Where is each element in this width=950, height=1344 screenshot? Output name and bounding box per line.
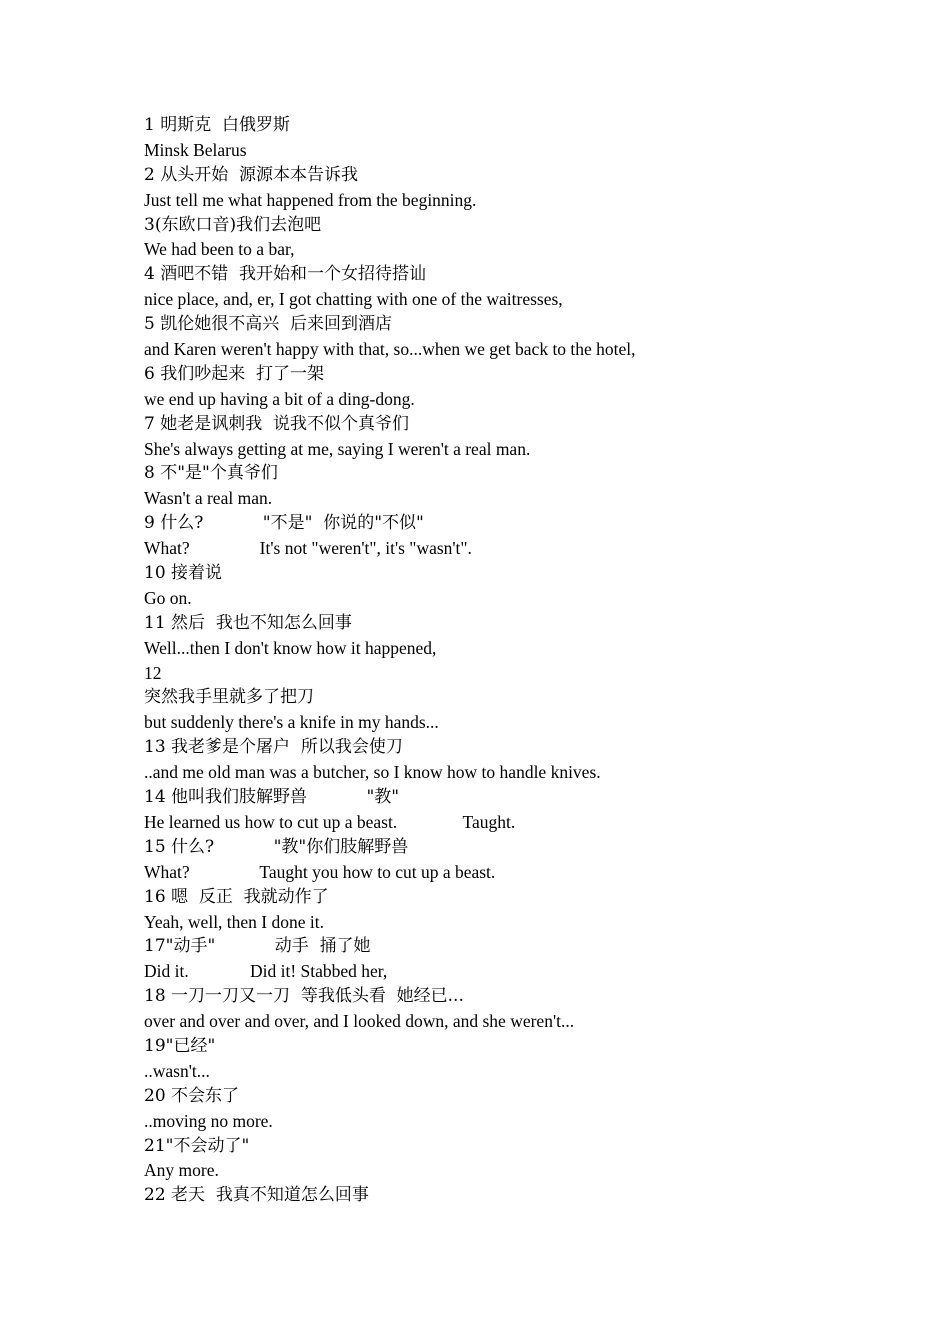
transcript-line-chinese: 1 明斯克 白俄罗斯 <box>144 115 291 135</box>
transcript-line-chinese: 14 他叫我们肢解野兽 "教" <box>144 787 400 808</box>
transcript-line-english: What? It's not "weren't", it's "wasn't". <box>144 538 472 559</box>
transcript-line-chinese: 11 然后 我也不知怎么回事 <box>144 612 352 633</box>
transcript-line-english: and Karen weren't happy with that, so...when we get back to the hotel, <box>144 339 636 360</box>
transcript-line-english: ..wasn't... <box>144 1060 210 1081</box>
transcript-line-english: but suddenly there's a knife in my hands... <box>144 712 439 733</box>
transcript-line-chinese: 18 一刀一刀又一刀 等我低头看 她经已... <box>144 986 464 1007</box>
transcript-line-english: 12 <box>144 662 162 683</box>
transcript-line-chinese: 16 嗯 反正 我就动作了 <box>144 886 329 907</box>
transcript-line-english: She's always getting at me, saying I weren't a real man. <box>144 438 531 459</box>
transcript-line-english: He learned us how to cut up a beast. Taught. <box>144 811 516 832</box>
subtitle-transcript <box>144 113 904 1208</box>
transcript-line-english: Go on. <box>144 587 192 608</box>
transcript-line-english: What? Taught you how to cut up a beast. <box>144 861 496 882</box>
transcript-line-chinese: 突然我手里就多了把刀 <box>144 687 314 708</box>
transcript-line-chinese: 5 凯伦她很不高兴 后来回到酒店 <box>144 314 393 335</box>
transcript-line-english: Wasn't a real man. <box>144 488 273 509</box>
transcript-line-english: ..moving no more. <box>144 1110 273 1131</box>
transcript-line-english: We had been to a bar, <box>144 239 295 260</box>
transcript-line-chinese: 7 她老是讽刺我 说我不似个真爷们 <box>144 413 410 434</box>
transcript-line-chinese: 17"动手" 动手 捅了她 <box>144 936 371 957</box>
transcript-line-chinese: 8 不"是"个真爷们 <box>144 463 278 484</box>
transcript-line-english: nice place, and, er, I got chatting with one of the waitresses, <box>144 289 563 310</box>
transcript-line-chinese: 20 不会东了 <box>144 1085 240 1106</box>
transcript-line-chinese: 3(东欧口音)我们去泡吧 <box>144 214 322 235</box>
transcript-line-chinese: 15 什么? "教"你们肢解野兽 <box>144 836 409 857</box>
transcript-line-english: Did it. Did it! Stabbed her, <box>144 961 388 982</box>
transcript-line-chinese: 13 我老爹是个屠户 所以我会使刀 <box>144 737 403 758</box>
transcript-line-chinese: 22 老天 我真不知道怎么回事 <box>144 1185 369 1206</box>
transcript-line-chinese: 4 酒吧不错 我开始和一个女招待搭讪 <box>144 264 427 285</box>
transcript-line-english: we end up having a bit of a ding-dong. <box>144 388 415 409</box>
transcript-line-english: Just tell me what happened from the beginning. <box>144 189 477 210</box>
transcript-line-chinese: 21"不会动了" <box>144 1135 250 1156</box>
transcript-line-chinese: 2 从头开始 源源本本告诉我 <box>144 164 359 185</box>
transcript-line-english: Minsk Belarus <box>144 139 247 160</box>
transcript-line-chinese: 19"已经" <box>144 1035 216 1056</box>
transcript-line-chinese: 9 什么? "不是" 你说的"不似" <box>144 513 424 534</box>
transcript-line-chinese: 10 接着说 <box>144 563 223 584</box>
transcript-line-english: Yeah, well, then I done it. <box>144 911 324 932</box>
transcript-line-english: over and over and over, and I looked down, and she weren't... <box>144 1011 575 1032</box>
transcript-line-english: Well...then I don't know how it happened, <box>144 637 437 658</box>
transcript-line-english: Any more. <box>144 1160 219 1181</box>
transcript-line-english: ..and me old man was a butcher, so I know how to handle knives. <box>144 762 601 783</box>
transcript-line-chinese: 6 我们吵起来 打了一架 <box>144 363 325 384</box>
